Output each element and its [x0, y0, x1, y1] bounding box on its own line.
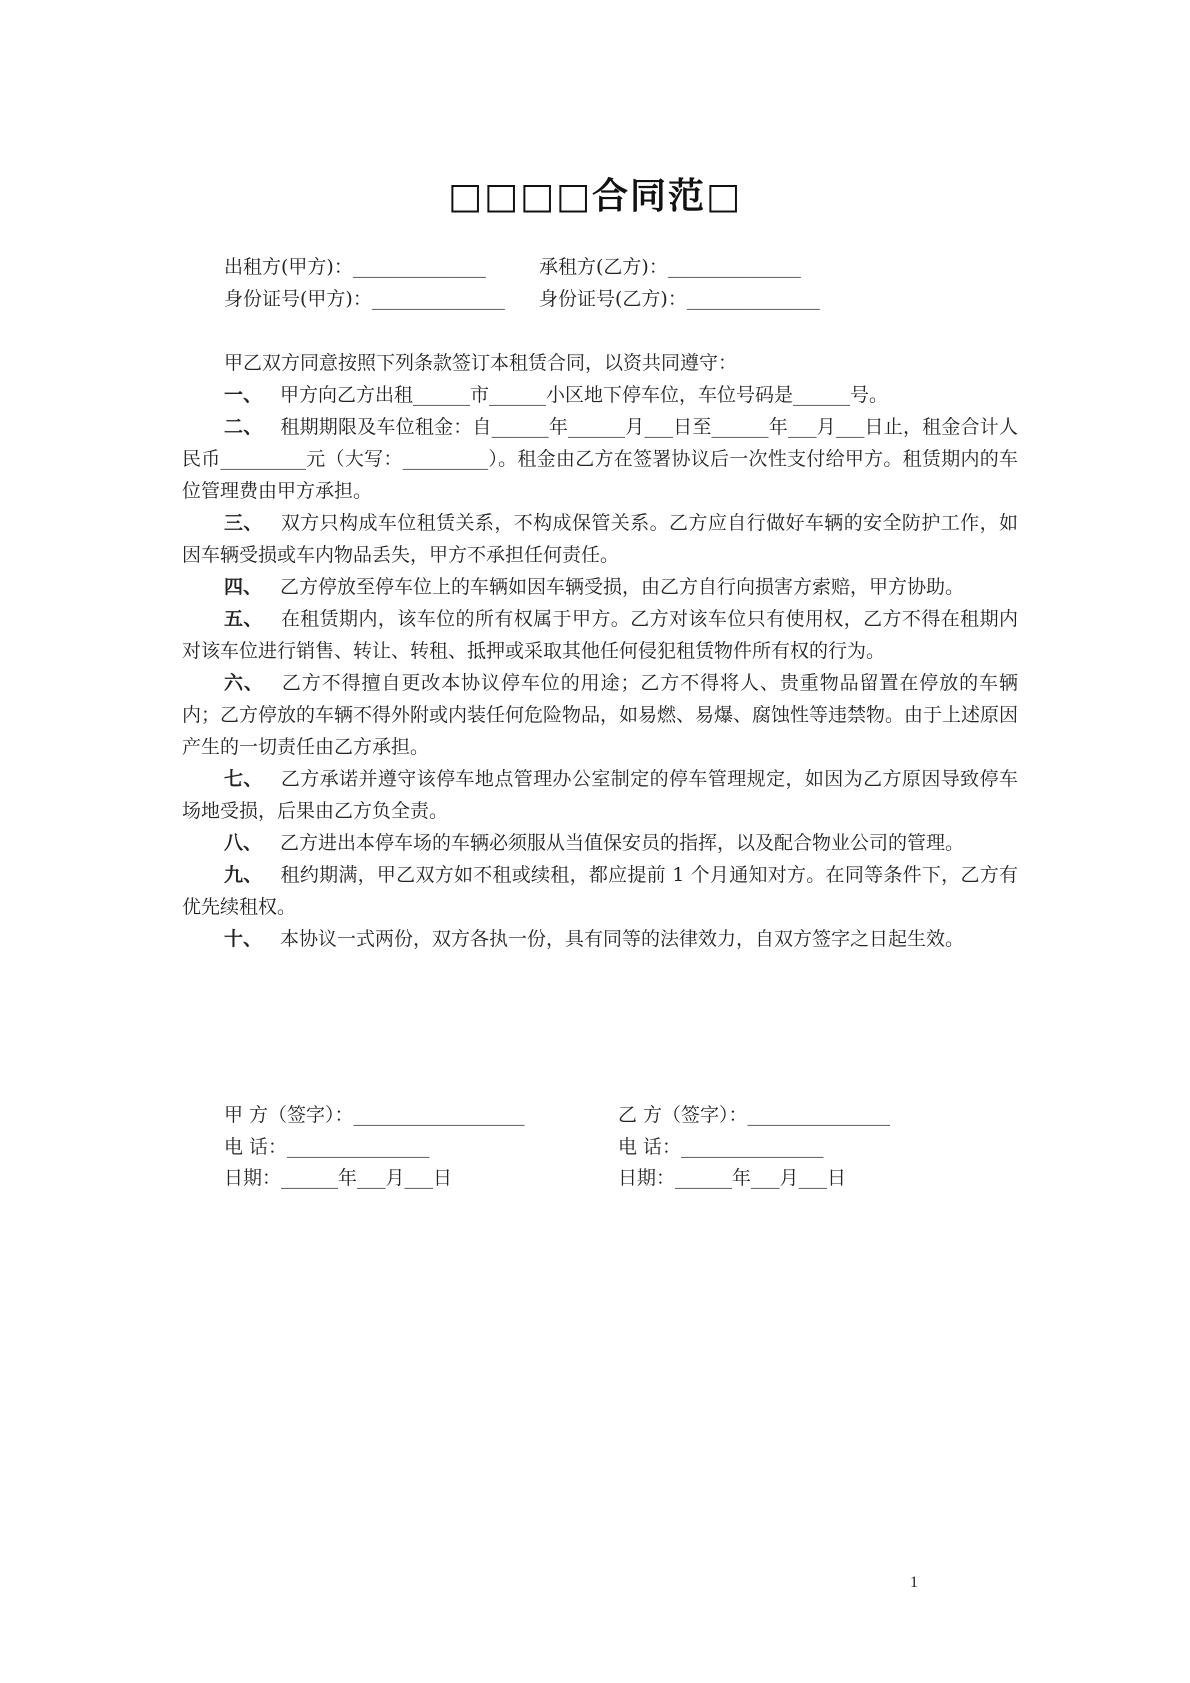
party-line-ids: [224, 290, 820, 309]
clause-text: 本协议一式两份，双方各执一份，具有同等的法律效力，自双方签字之日起生效。: [280, 928, 965, 950]
clause-text: 乙方停放至停车位上的车辆如因车辆受损，由乙方自行向损害方索赔，甲方协助。: [280, 576, 965, 598]
clause-paragraph: [182, 859, 1018, 923]
date-line: [224, 1169, 846, 1188]
clause-paragraph: [182, 411, 1018, 507]
lessee-id-field: 身份证号(乙方)：______________: [539, 288, 820, 310]
clause-paragraph: [182, 923, 1018, 955]
party-b-phone: 电 话：_______________: [618, 1136, 824, 1158]
clause-number: 九、: [224, 864, 263, 886]
clause-text: 乙方进出本停车场的车辆必须服从当值保安员的指挥，以及配合物业公司的管理。: [280, 832, 965, 854]
clause-paragraph: [182, 379, 1018, 411]
lessor-field: 出租方(甲方)：______________: [224, 256, 486, 278]
clause-number: 七、: [224, 768, 263, 790]
party-a-signature: 甲 方（签字）：__________________: [224, 1104, 525, 1126]
clause-paragraph: [182, 827, 1018, 859]
clause-paragraph: [182, 763, 1018, 827]
party-a-date: 日期：______年___月___日: [224, 1167, 453, 1189]
page-number: 1: [910, 1574, 918, 1591]
clause-paragraph: [182, 603, 1018, 667]
clause-paragraph: [182, 667, 1018, 763]
clause-paragraph: [182, 571, 1018, 603]
clause-number: 二、: [224, 416, 263, 438]
document-title: □□□□合同范□: [447, 176, 743, 217]
clause-text: 乙方承诺并遵守该停车地点管理办公室制定的停车管理规定，如因为乙方原因导致停车场地受损，后果由乙方负全责。: [182, 768, 1018, 822]
party-a-phone: 电 话：_______________: [224, 1136, 430, 1158]
clause-number: 一、: [224, 384, 263, 406]
clause-text: 租约期满，甲乙双方如不租或续租，都应提前 1 个月通知对方。在同等条件下，乙方有优先续租权。: [182, 864, 1018, 918]
clause-number: 六、: [224, 672, 264, 694]
contract-body: [182, 347, 1018, 955]
clause-text: 双方只构成车位租赁关系，不构成保管关系。乙方应自行做好车辆的安全防护工作，如因车辆受损或车内物品丢失，甲方不承担任何责任。: [182, 512, 1018, 566]
clause-number: 五、: [224, 608, 263, 630]
intro-paragraph: 甲乙双方同意按照下列条款签订本租赁合同，以资共同遵守：: [224, 352, 738, 374]
party-line-names: [224, 258, 801, 277]
lessor-id-field: 身份证号(甲方)：______________: [224, 288, 505, 310]
clause-text: 租期期限及车位租金：自______年______月___日至______年___月___日止，租金合计人民币_________元（大写：_________）。租金由乙方在签署协议后一次性支付给甲方。租赁期内的车位管理费由甲方承担。: [182, 416, 1018, 502]
lessee-field: 承租方(乙方)：______________: [539, 256, 801, 278]
clause-text: 在租赁期内，该车位的所有权属于甲方。乙方对该车位只有使用权，乙方不得在租期内对该车位进行销售、转让、转租、抵押或采取其他任何侵犯租赁物件所有权的行为。: [182, 608, 1018, 662]
phone-line: [224, 1138, 824, 1157]
clause-number: 三、: [224, 512, 263, 534]
clause-number: 八、: [224, 832, 263, 854]
party-b-date: 日期：______年___月___日: [618, 1167, 847, 1189]
clause-text: 甲方向乙方出租______市______小区地下停车位，车位号码是______号。: [280, 384, 889, 406]
signature-line: [224, 1106, 890, 1125]
clause-number: 十、: [224, 928, 263, 950]
clause-paragraph: [182, 507, 1018, 571]
clause-text: 乙方不得擅自更改本协议停车位的用途；乙方不得将人、贵重物品留置在停放的车辆内；乙方停放的车辆不得外附或内装任何危险物品，如易燃、易爆、腐蚀性等违禁物。由于上述原因产生的一切责任由乙方承担。: [182, 672, 1019, 758]
party-b-signature: 乙 方（签字）：_______________: [618, 1104, 891, 1126]
clause-number: 四、: [224, 576, 263, 598]
